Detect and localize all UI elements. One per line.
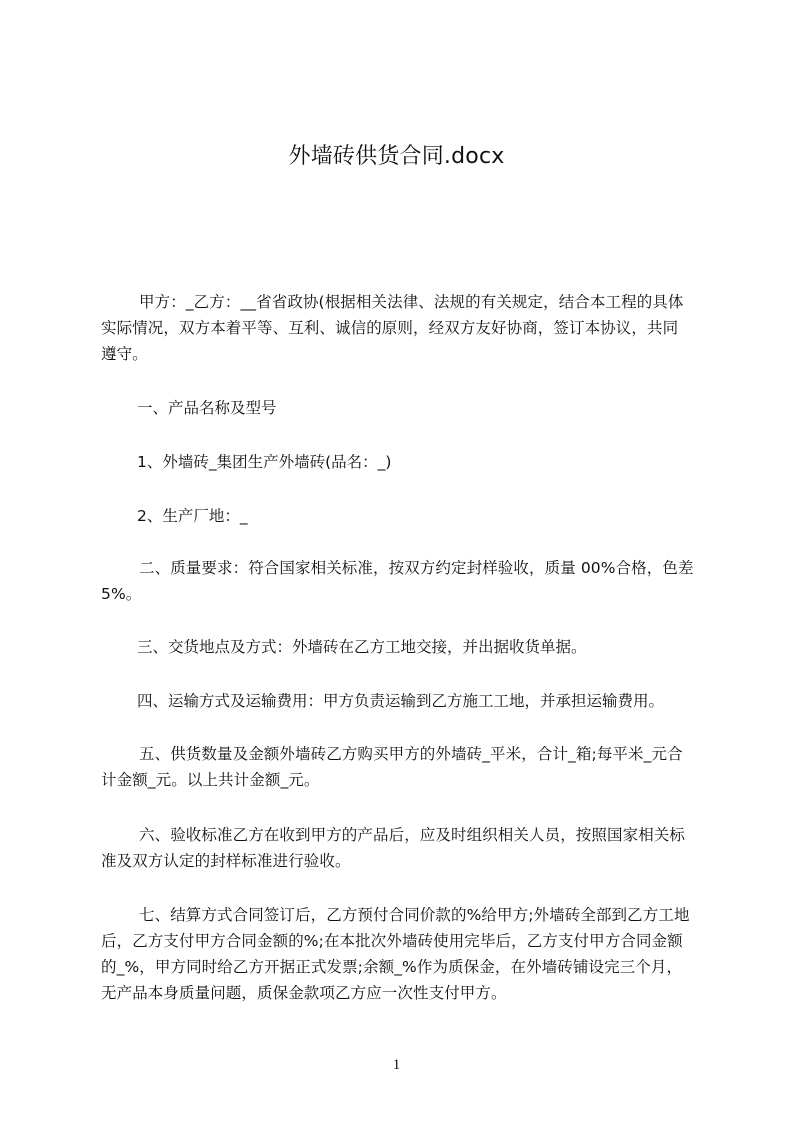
settlement-line-1-text: 七、结算方式合同签订后，乙方预付合同价款的%给甲方;外墙砖全部到乙方工地 — [139, 906, 690, 924]
intro-line-1-text: 甲方：_乙方：__省省政协(根据相关法律、法规的有关规定，结合本工程的具体 — [139, 293, 684, 311]
contract-intro-paragraph — [101, 289, 701, 367]
product-item-1: 1、外墙砖_集团生产外墙砖(品名：_) — [137, 453, 392, 471]
section-quality-requirements — [101, 555, 701, 607]
supply-line-1 — [101, 741, 701, 767]
section-settlement-method — [101, 902, 701, 1006]
settlement-line-4: 无产品本身质量问题，质保金款项乙方应一次性支付甲方。 — [101, 984, 507, 1002]
section-product-name-model: 一、产品名称及型号 — [137, 399, 277, 417]
supply-line-1-text: 五、供货数量及金额外墙砖乙方购买甲方的外墙砖_平米，合计_箱;每平米_元合 — [139, 745, 683, 763]
quality-line-2: 5%。 — [101, 585, 142, 603]
acceptance-line-1-text: 六、验收标准乙方在收到甲方的产品后，应及时组织相关人员，按照国家相关标 — [139, 826, 686, 844]
acceptance-line-2: 准及双方认定的封样标准进行验收。 — [101, 852, 351, 870]
section-transportation-cost: 四、运输方式及运输费用：甲方负责运输到乙方施工工地，并承担运输费用。 — [137, 692, 665, 710]
quality-line-1 — [101, 555, 701, 581]
section-delivery-method: 三、交货地点及方式：外墙砖在乙方工地交接，并出据收货单据。 — [137, 638, 587, 656]
page-number: 1 — [392, 1057, 401, 1073]
section-acceptance-standard — [101, 822, 701, 874]
settlement-line-2: 后，乙方支付甲方合同金额的%;在本批次外墙砖使用完毕后，乙方支付甲方合同金额 — [101, 932, 683, 950]
intro-line-2: 实际情况，双方本着平等、互利、诚信的原则，经双方友好协商，签订本协议，共同 — [101, 319, 679, 337]
settlement-line-1 — [101, 902, 701, 928]
intro-line-1 — [101, 289, 701, 315]
quality-line-1-text: 二、质量要求：符合国家相关标准，按双方约定封样验收，质量 00%合格，色差 — [139, 559, 694, 577]
intro-line-3: 遵守。 — [101, 345, 148, 363]
product-item-2: 2、生产厂地：_ — [137, 507, 248, 525]
supply-line-2: 计金额_元。以上共计金额_元。 — [101, 771, 320, 789]
settlement-line-3: 的_%，甲方同时给乙方开据正式发票;余额_%作为质保金，在外墙砖铺设完三个月， — [101, 958, 683, 976]
document-title: 外墙砖供货合同.docx — [288, 144, 505, 169]
section-supply-quantity-amount — [101, 741, 701, 793]
acceptance-line-1 — [101, 822, 701, 848]
